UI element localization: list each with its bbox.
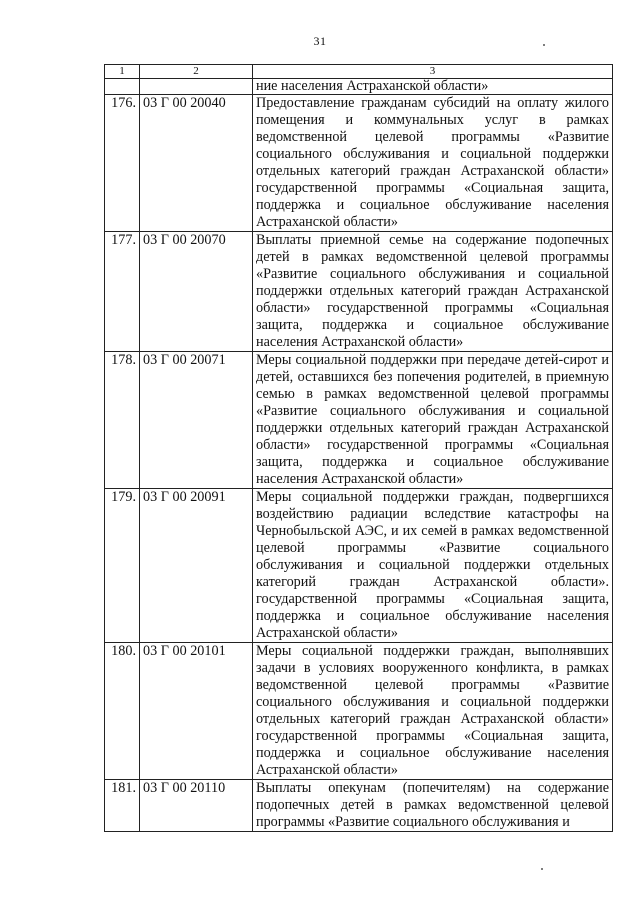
row-code — [140, 79, 253, 95]
table-row-continuation — [105, 79, 613, 95]
row-number: 181. — [105, 780, 140, 832]
table-row — [105, 352, 613, 489]
column-header-description: 3 — [253, 65, 613, 79]
row-description: Меры социальной поддержки граждан, выполнявших задачи в условиях вооруженного конфликта, в рамках ведомственной целевой программы «Развитие социального обслуживания и социальной поддержки отдельных категорий граждан Астраханской области» государственной программы «Социальная защита, поддержка и социальное обслуживание населения Астраханской области» — [253, 643, 613, 780]
table-row — [105, 643, 613, 780]
row-description: Выплаты опекунам (попечителям) на содержание подопечных детей в рамках ведомственной целевой программы «Развитие социального обслуживания и — [253, 780, 613, 832]
row-description: Предоставление гражданам субсидий на оплату жилого помещения и коммунальных услуг в рамках ведомственной целевой программы «Развитие социального обслуживания и социальной поддержки отдельных категорий граждан Астраханской области» государственной программы «Социальная защита, поддержка и социальное обслуживание населения Астраханской области» — [253, 95, 613, 232]
row-number: 176. — [105, 95, 140, 232]
page-number: 31 — [313, 34, 327, 48]
column-header-code: 2 — [140, 65, 253, 79]
row-number — [105, 79, 140, 95]
row-number: 180. — [105, 643, 140, 780]
scan-speck — [543, 44, 545, 46]
row-description: ние населения Астраханской области» — [253, 79, 613, 95]
row-code: 03 Г 00 20070 — [140, 232, 253, 352]
table-row — [105, 232, 613, 352]
row-description: Выплаты приемной семье на содержание подопечных детей в рамках ведомственной целевой программы «Развитие социального обслуживания и социальной поддержки отдельных категорий граждан Астраханской области» государственной программы «Социальная защита, поддержка и социальное обслуживание населения Астраханской области» — [253, 232, 613, 352]
table-row — [105, 489, 613, 643]
table-row — [105, 780, 613, 832]
table-header-row — [105, 65, 613, 79]
budget-classification-table — [104, 64, 613, 832]
scan-speck — [541, 868, 543, 870]
row-code: 03 Г 00 20040 — [140, 95, 253, 232]
row-code: 03 Г 00 20110 — [140, 780, 253, 832]
row-code: 03 Г 00 20101 — [140, 643, 253, 780]
row-number: 178. — [105, 352, 140, 489]
row-code: 03 Г 00 20091 — [140, 489, 253, 643]
column-header-number: 1 — [105, 65, 140, 79]
row-description: Меры социальной поддержки при передаче детей-сирот и детей, оставшихся без попечения родителей, в приемную семью в рамках ведомственной целевой программы «Развитие социального обслуживания и социальной поддержки отдельных категорий граждан Астраханской области» государственной программы «Социальная защита, поддержка и социальное обслуживание населения Астраханской области» — [253, 352, 613, 489]
row-description: Меры социальной поддержки граждан, подвергшихся воздействию радиации вследствие катастрофы на Чернобыльской АЭС, и их семей в рамках ведомственной целевой программы «Развитие социального обслуживания и социальной поддержки отдельных категорий граждан Астраханской области». государственной программы «Социальная защита, поддержка и социальное обслуживание населения Астраханской области» — [253, 489, 613, 643]
row-number: 179. — [105, 489, 140, 643]
table-row — [105, 95, 613, 232]
row-code: 03 Г 00 20071 — [140, 352, 253, 489]
row-number: 177. — [105, 232, 140, 352]
